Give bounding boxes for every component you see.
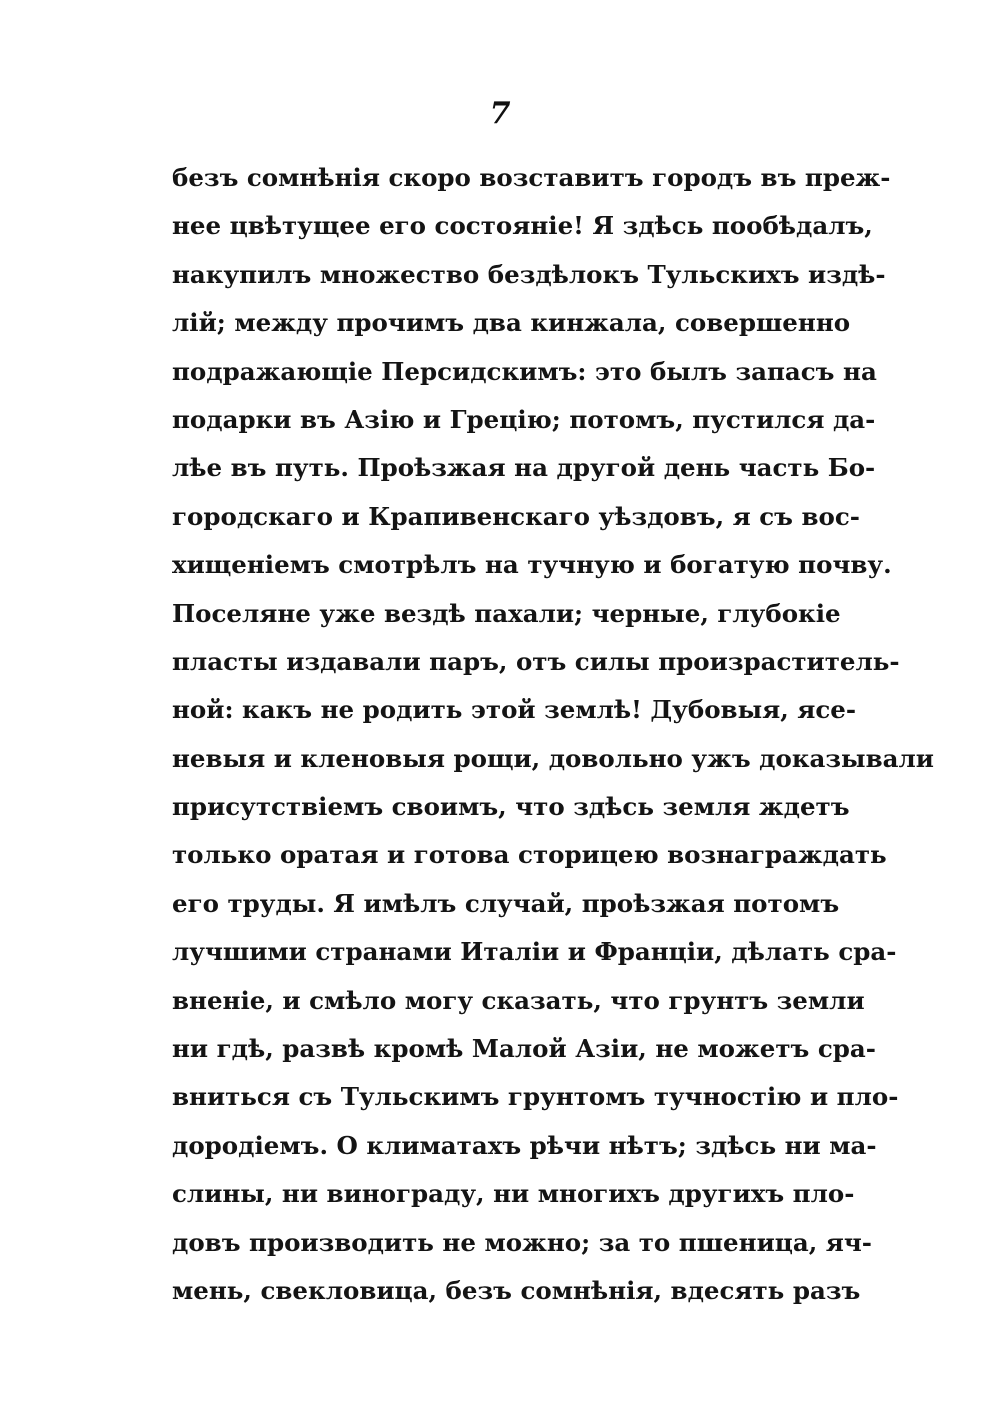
text-line: его труды. Я имѣлъ случай, проѣзжая потомъ xyxy=(172,888,840,918)
text-line: ной: какъ не родить этой землѣ! Дубовыя, ясе- xyxy=(172,695,857,725)
body-text xyxy=(172,154,934,1315)
text-line: вненіе, и смѣло могу сказать, что грунтъ земли xyxy=(172,985,865,1015)
text-line: довъ производить не можно; за то пшеница, яч- xyxy=(172,1227,872,1257)
text-line: безъ сомнѣнія скоро возставитъ городъ въ преж- xyxy=(172,163,891,192)
text-line: подражающіе Персидскимъ: это былъ запасъ на xyxy=(172,356,877,386)
text-line: дородіемъ. О климатахъ рѣчи нѣтъ; здѣсь ни ма- xyxy=(172,1130,877,1160)
text-line: лѣе въ путь. Проѣзжая на другой день часть Бо- xyxy=(172,453,876,483)
text-line: Поселяне уже вездѣ пахали; черные, глубокіе xyxy=(172,598,841,628)
text-line: только оратая и готова сторицею вознаграждать xyxy=(172,840,887,870)
text-line: слины, ни винограду, ни многихъ другихъ пло- xyxy=(172,1179,855,1209)
text-line: накупилъ множество бездѣлокъ Тульскихъ издѣ- xyxy=(172,259,886,289)
text-line: нее цвѣтущее его состояніе! Я здѣсь пообѣдалъ, xyxy=(172,211,873,241)
text-line: мень, свекловица, безъ сомнѣнія, вдесять разъ xyxy=(172,1275,861,1305)
text-line: подарки въ Азію и Грецію; потомъ, пустился да- xyxy=(172,404,876,434)
page-number: 7 xyxy=(489,96,511,131)
text-line: присутствіемъ своимъ, что здѣсь земля ждетъ xyxy=(172,792,850,822)
text-line: ни гдѣ, развѣ кромѣ Малой Азіи, не можетъ сра- xyxy=(172,1034,876,1064)
text-line: вниться съ Тульскимъ грунтомъ тучностію и пло- xyxy=(172,1082,899,1112)
text-line: лучшими странами Италіи и Франціи, дѣлать сра- xyxy=(172,937,897,967)
text-line: невыя и кленовыя рощи, довольно ужъ доказывали xyxy=(172,743,934,773)
text-line: городскаго и Крапивенскаго уѣздовъ, я съ вос- xyxy=(172,501,860,531)
text-line: хищеніемъ смотрѣлъ на тучную и богатую почву. xyxy=(172,550,892,580)
text-line: лій; между прочимъ два кинжала, совершенно xyxy=(172,308,851,338)
text-line: пласты издавали паръ, отъ силы произраститель- xyxy=(172,646,900,676)
